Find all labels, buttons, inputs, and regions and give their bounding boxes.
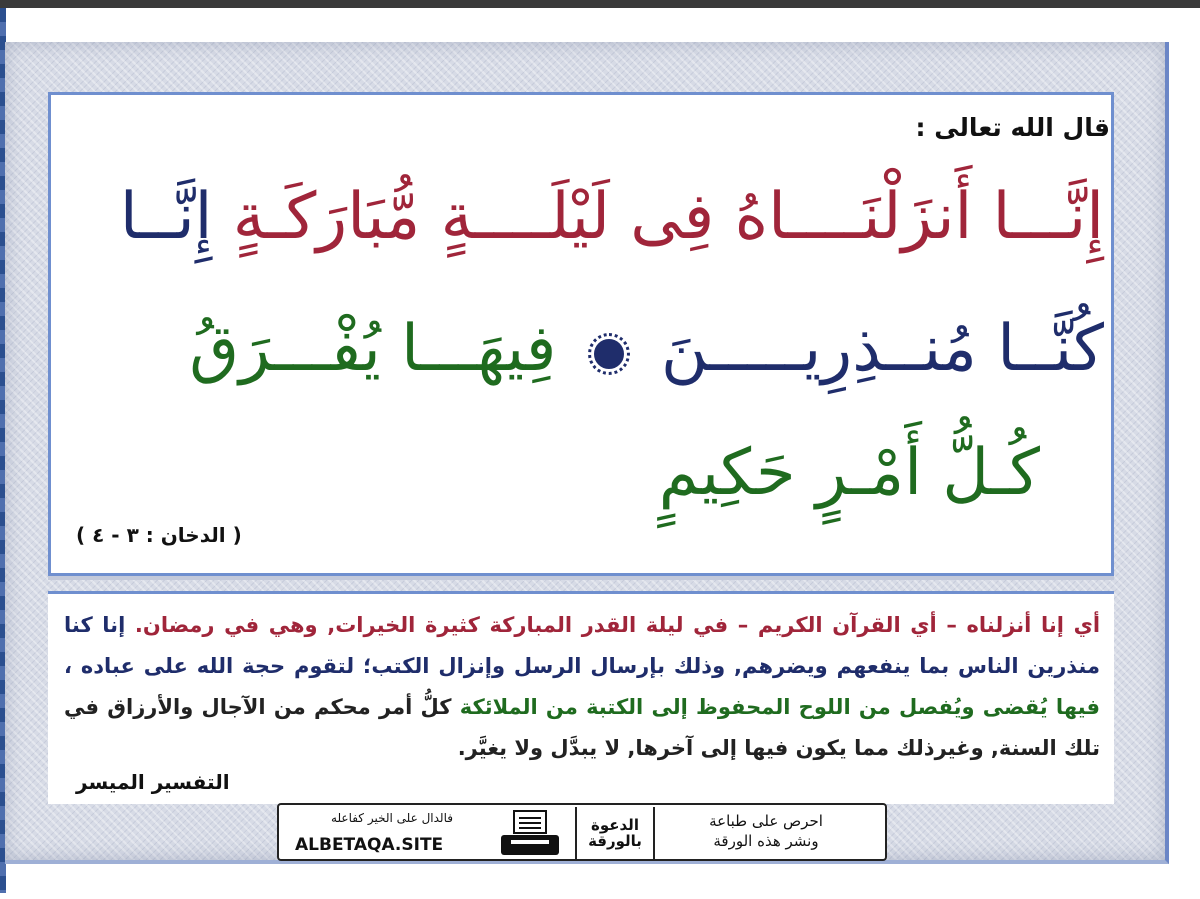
footer-note [661,811,871,851]
verse-end-marker-icon [591,336,627,372]
tafsir-text [64,605,1100,769]
footer-banner [277,803,887,861]
footer-logo: الدعوة بالورقة [575,807,655,859]
footer-url[interactable]: ALBETAQA.SITE [295,835,444,855]
verse-line-1-navy: إِنَّــا [119,180,213,254]
verse-line-2 [189,312,1104,386]
tafsir-sentence-2: إنا كنا منذرين الناس بما ينفعهم ويضرهم, وذلك بإرسال الرسل وإنزال الكتب؛ لتقوم حجة الله على عباده ، [64,613,1100,678]
top-bar [0,0,1200,8]
verse-intro: قال الله تعالى : [915,113,1110,142]
verse-line-2-navy: كُنَّــا مُنــذِرِيـــــنَ [661,312,1104,386]
footer-note-line-2: ونشر هذه الورقة [713,832,819,850]
verse-line-2-green: فِيهَـــا يُفْـــرَقُ [189,312,557,386]
footer-motto: فالدال على الخير كفاعله [331,811,453,825]
printer-icon [497,809,563,859]
footer-note-line-1: احرص على طباعة [709,812,823,830]
tafsir-sentence-4: كلُّ أمر محكم من الآجال والأرزاق في تلك السنة, وغيرذلك مما يكون فيها إلى آخرها, لا يبدَّل ولا يغيَّر. [64,695,1100,760]
verse-line-1 [120,180,1104,254]
tafsir-sentence-3: فيها يُقضى ويُفصل من اللوح المحفوظ إلى الكتبة من الملائكة [459,695,1101,719]
verse-line-3: كُـلُّ أَمْـرٍ حَكِيمٍ [658,436,1040,510]
tafsir-source: التفسير الميسر [76,770,230,794]
tafsir-sentence-1: أي إنا أنزلناه – أي القرآن الكريم – في ليلة القدر المباركة كثيرة الخيرات, وهي في رمضان. [134,613,1101,637]
verse-line-1-red: إِنَّـــا أَنزَلْنَــــاهُ فِى لَيْلَــــةٍ مُّبَارَكَـةٍ [232,180,1104,254]
verse-reference: ( الدخان : ٣ - ٤ ) [76,523,242,547]
